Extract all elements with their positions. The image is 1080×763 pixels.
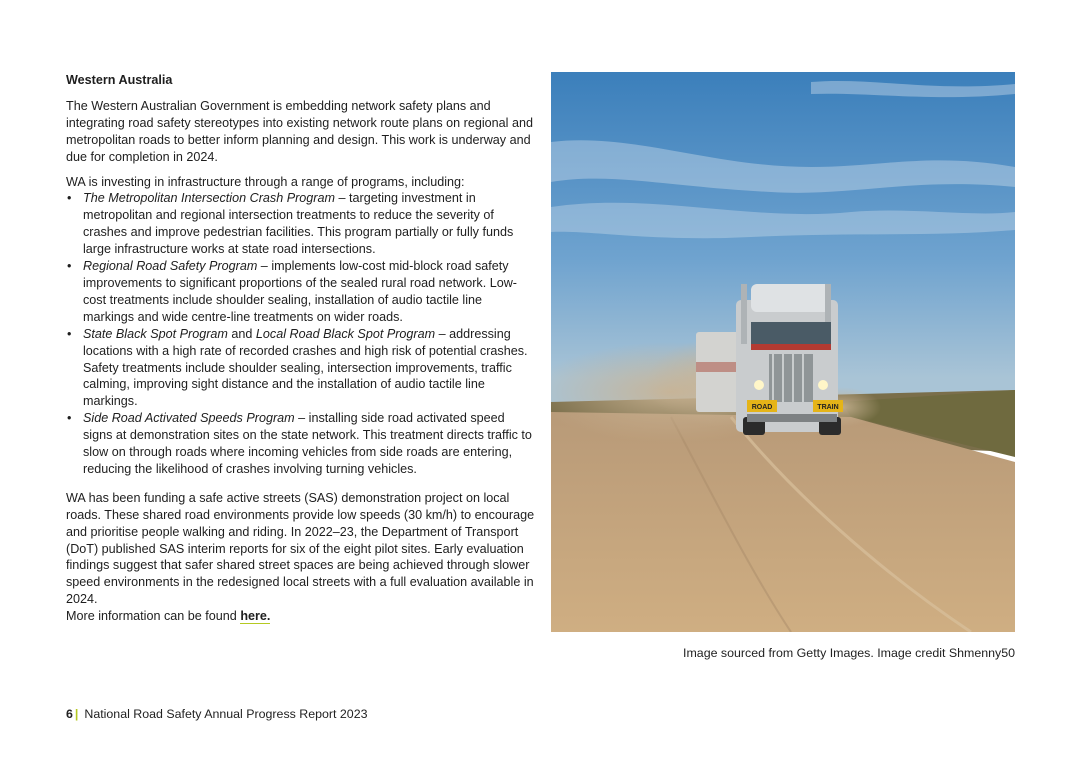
intro-paragraph: The Western Australian Government is embedding network safety plans and integrating road safety stereotypes into existing network route plans on regional and metropolitan roads to better inform planning and design. This work is underway and due for completion in 2024. bbox=[66, 98, 533, 164]
list-item bbox=[66, 258, 536, 326]
footer-separator: | bbox=[74, 707, 79, 721]
program-name: Side Road Activated Speeds Program bbox=[83, 411, 295, 426]
list-item bbox=[66, 326, 536, 411]
list-item bbox=[66, 190, 536, 258]
program-text: – targeting investment in metropolitan and regional intersection treatments to reduce the severity of crashes and improve pedestrian facilities. This program partially or fully funds large infrastructure works at state road intersections. bbox=[83, 191, 514, 257]
more-info-link[interactable]: here. bbox=[240, 609, 271, 624]
sas-text: WA has been funding a safe active streets (SAS) demonstration project on local roads. These shared road environments provide low speeds (30 km/h) to encourage and prioritise people walking and riding. In 2022–23, the Department of Transport (DoT) published SAS interim reports for six of the eight pilot sites. Early evaluation findings suggest that safer shared street spaces are being achieved through slower speed environments in the redesigned local streets with a full evaluation available in 2024. bbox=[66, 490, 535, 607]
section-heading: Western Australia bbox=[66, 73, 173, 87]
more-info-text: More information can be found bbox=[66, 609, 241, 624]
text-column bbox=[66, 72, 536, 633]
page-number: 6 bbox=[66, 707, 73, 721]
program-name: State Black Spot Program bbox=[83, 326, 228, 341]
program-text: – implements low-cost mid-block road safety improvements to significant proportions of the sealed rural road network. Low-cost treatments include shoulder sealing, installation of audio tactile line markings and wide centre-line treatments on wider roads. bbox=[83, 259, 517, 324]
program-name: The Metropolitan Intersection Crash Program bbox=[83, 191, 335, 206]
image-caption: Image sourced from Getty Images. Image credit Shmenny50 bbox=[683, 646, 1015, 660]
truck-sign-left: ROAD bbox=[751, 404, 773, 411]
page-footer bbox=[66, 707, 367, 721]
program-name: Regional Road Safety Program bbox=[83, 259, 258, 274]
road-train-illustration bbox=[551, 72, 1015, 632]
road-train-photo bbox=[551, 72, 1015, 632]
program-text: – installing side road activated speed signs at demonstration sites on the state network. This treatment directs traffic to slow on through roads where incoming vehicles from side roads are entering, reducing the likelihood of crashes involving turning vehicles. bbox=[83, 411, 532, 476]
programs-intro: WA is investing in infrastructure through a range of programs, including: bbox=[66, 174, 465, 189]
report-title: National Road Safety Annual Progress Report 2023 bbox=[84, 707, 368, 721]
programs-list bbox=[66, 190, 536, 477]
list-item bbox=[66, 410, 536, 478]
program-joiner: and bbox=[227, 326, 256, 341]
program-name: Local Road Black Spot Program bbox=[255, 326, 436, 341]
sas-paragraph bbox=[66, 490, 536, 625]
program-text: – addressing locations with a high rate of recorded crashes and high risk of potential crashes. Safety treatments include shoulder sealing, intersection improvements, traffic calming, improving sight distance and the installation of audio tactile line markings. bbox=[83, 326, 528, 409]
truck-sign-right: TRAIN bbox=[817, 404, 839, 411]
